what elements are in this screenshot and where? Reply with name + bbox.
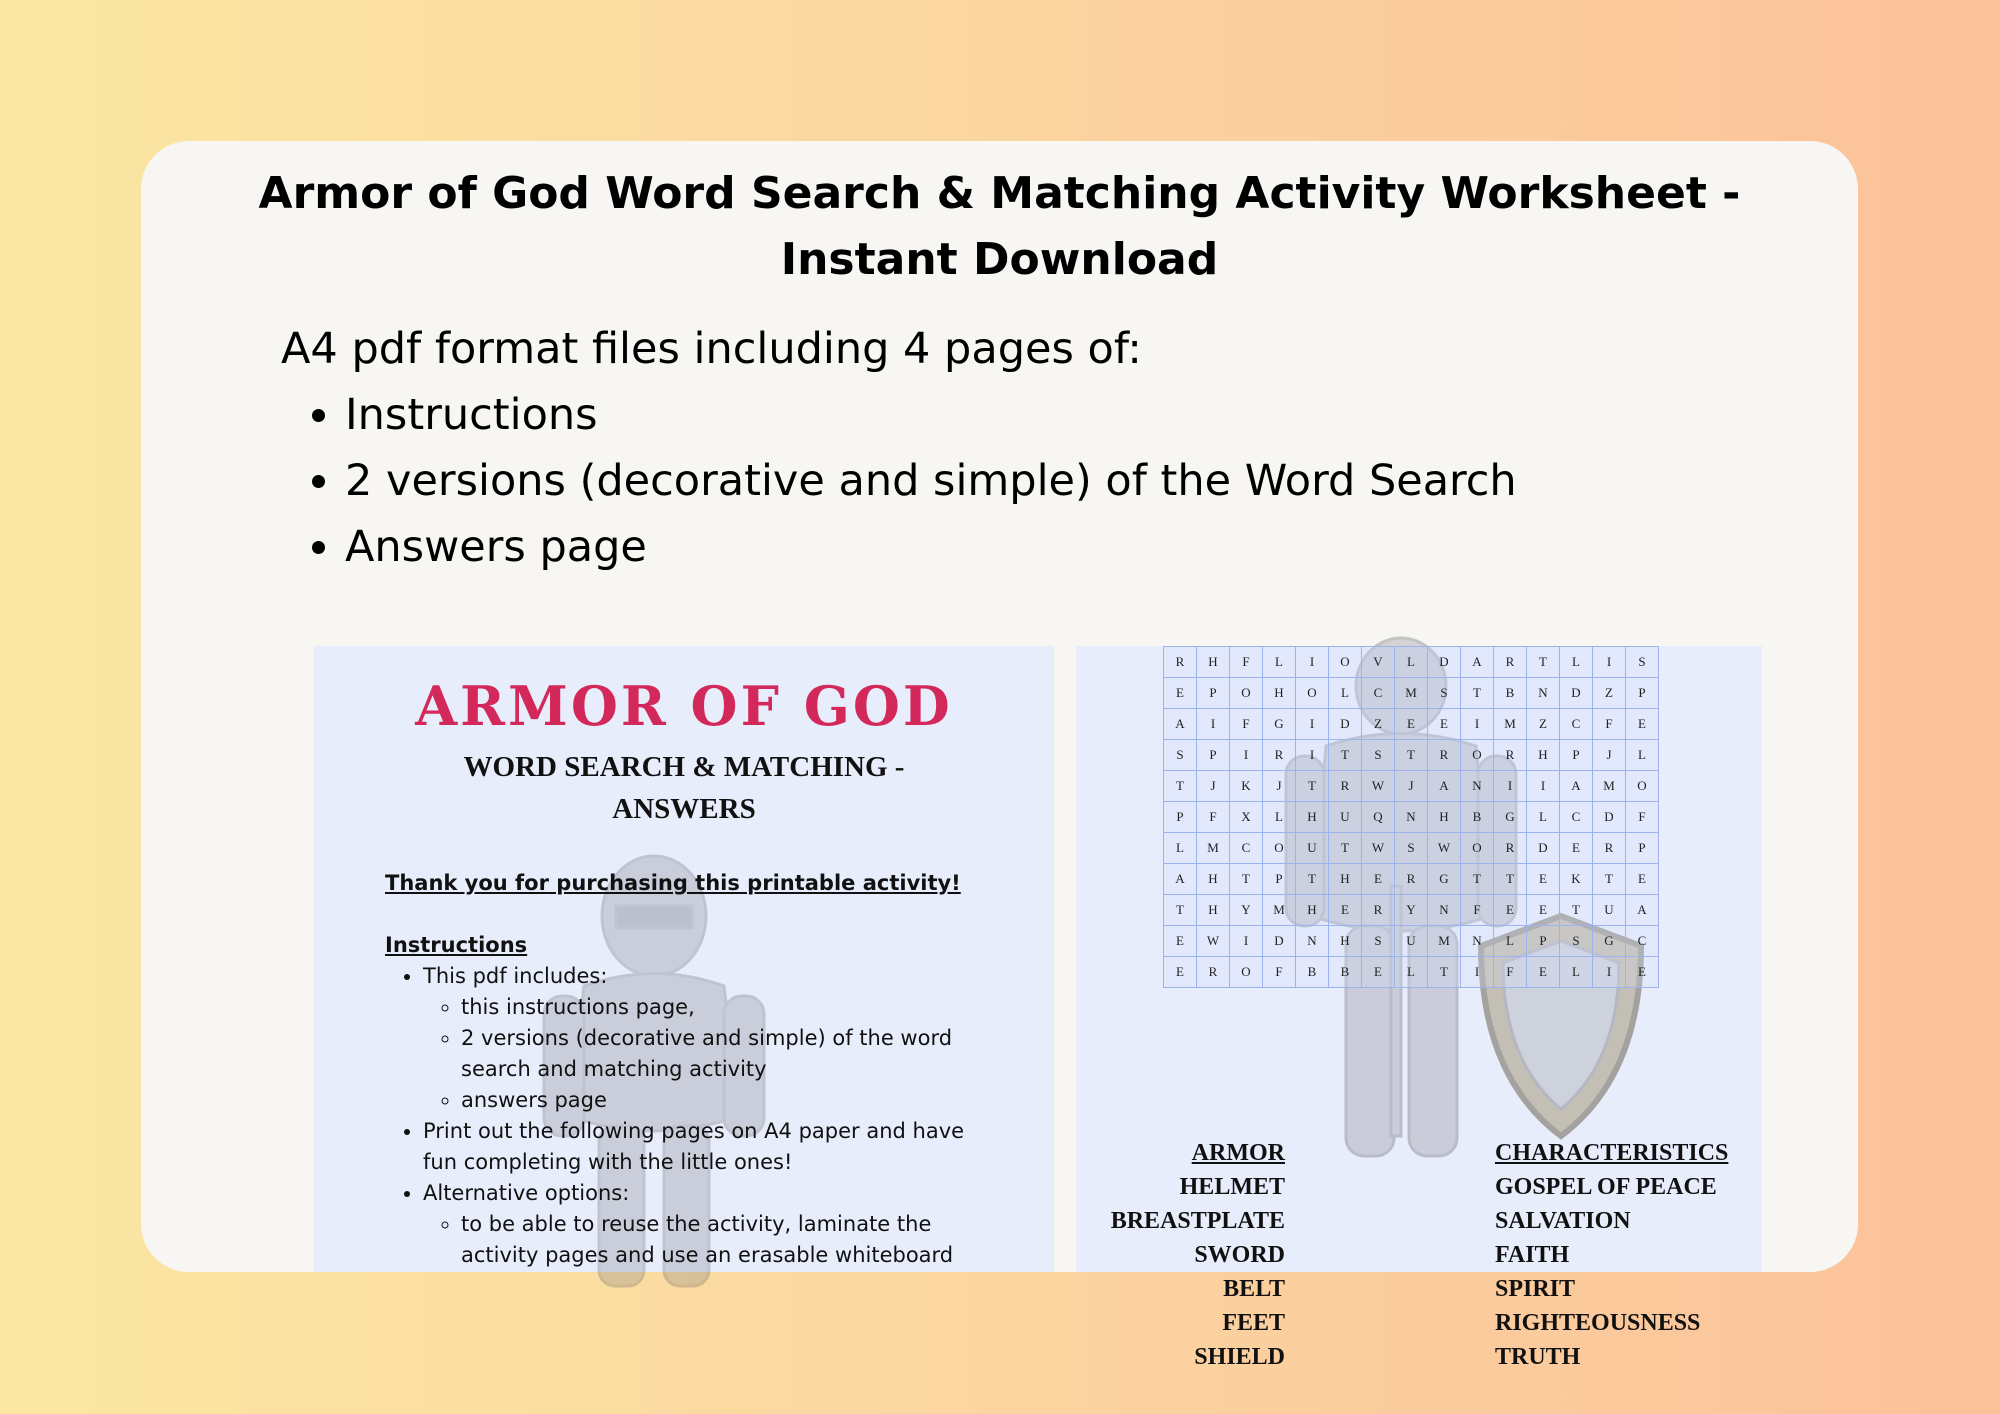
grid-cell: H [1263, 678, 1296, 709]
grid-cell: T [1593, 864, 1626, 895]
grid-cell: I [1527, 771, 1560, 802]
list-item: ◦ to be able to reuse the activity, laminate the activity pages and use an erasable whiteboard [461, 1209, 985, 1271]
characteristic-item: FAITH [1495, 1242, 1570, 1268]
preview-word-search-page [1076, 646, 1762, 1370]
instructions-list [385, 961, 985, 1271]
grid-cell: R [1428, 740, 1461, 771]
summary-item-instructions: • Instructions [345, 382, 1517, 448]
list-item: ◦ this instructions page, [461, 992, 985, 1023]
grid-cell: D [1329, 709, 1362, 740]
grid-cell: N [1527, 678, 1560, 709]
grid-row [1164, 833, 1659, 864]
grid-cell: O [1626, 771, 1659, 802]
sub-list [423, 992, 985, 1116]
grid-cell: L [1329, 678, 1362, 709]
bullet-text: This pdf includes: [423, 964, 608, 988]
grid-cell: K [1230, 771, 1263, 802]
grid-cell: F [1197, 802, 1230, 833]
grid-cell: B [1329, 957, 1362, 988]
grid-row [1164, 802, 1659, 833]
grid-cell: W [1197, 926, 1230, 957]
bullet-text: Alternative options: [423, 1181, 630, 1205]
grid-cell: T [1329, 740, 1362, 771]
sub-list [423, 1209, 985, 1271]
grid-cell: O [1461, 833, 1494, 864]
preview-title: ARMOR OF GOD [415, 674, 953, 738]
grid-cell: E [1494, 895, 1527, 926]
list-item [423, 1178, 985, 1271]
grid-cell: J [1593, 740, 1626, 771]
grid-cell: A [1428, 771, 1461, 802]
grid-cell: S [1362, 740, 1395, 771]
grid-cell: F [1230, 647, 1263, 678]
list-item: ◦ 2 versions (decorative and simple) of the word search and matching activity [461, 1023, 985, 1085]
grid-cell: H [1197, 647, 1230, 678]
grid-cell: P [1263, 864, 1296, 895]
grid-cell: P [1527, 926, 1560, 957]
grid-cell: D [1527, 833, 1560, 864]
grid-cell: D [1263, 926, 1296, 957]
grid-cell: R [1494, 740, 1527, 771]
grid-cell: T [1461, 864, 1494, 895]
grid-cell: U [1395, 926, 1428, 957]
grid-cell: A [1461, 647, 1494, 678]
grid-cell: I [1296, 740, 1329, 771]
grid-cell: I [1593, 647, 1626, 678]
grid-cell: L [1395, 957, 1428, 988]
grid-cell: A [1164, 864, 1197, 895]
grid-cell: T [1164, 771, 1197, 802]
grid-row [1164, 678, 1659, 709]
characteristics-column [1495, 1136, 1728, 1374]
grid-cell: F [1494, 957, 1527, 988]
grid-cell: W [1428, 833, 1461, 864]
grid-cell: S [1362, 926, 1395, 957]
grid-cell: E [1527, 957, 1560, 988]
grid-row [1164, 864, 1659, 895]
grid-cell: R [1362, 895, 1395, 926]
grid-cell: Z [1527, 709, 1560, 740]
armor-item: HELMET [1179, 1174, 1285, 1200]
grid-cell: H [1428, 802, 1461, 833]
summary-list [281, 382, 1517, 580]
grid-cell: E [1329, 895, 1362, 926]
grid-cell: E [1560, 833, 1593, 864]
grid-cell: Y [1395, 895, 1428, 926]
grid-cell: P [1164, 802, 1197, 833]
grid-cell: I [1296, 647, 1329, 678]
grid-cell: F [1461, 895, 1494, 926]
grid-cell: L [1560, 647, 1593, 678]
grid-cell: U [1329, 802, 1362, 833]
characteristic-item: SPIRIT [1495, 1276, 1576, 1302]
instructions-body [385, 868, 985, 1271]
grid-cell: I [1230, 740, 1263, 771]
grid-cell: R [1395, 864, 1428, 895]
characteristic-item: SALVATION [1495, 1208, 1631, 1234]
grid-cell: E [1164, 957, 1197, 988]
grid-cell: O [1230, 678, 1263, 709]
grid-cell: P [1197, 740, 1230, 771]
grid-cell: L [1395, 647, 1428, 678]
product-summary [281, 316, 1517, 580]
grid-cell: M [1197, 833, 1230, 864]
grid-cell: B [1461, 802, 1494, 833]
grid-row [1164, 647, 1659, 678]
grid-cell: T [1527, 647, 1560, 678]
grid-cell: M [1494, 709, 1527, 740]
grid-cell: C [1362, 678, 1395, 709]
grid-cell: E [1395, 709, 1428, 740]
grid-cell: E [1527, 895, 1560, 926]
grid-cell: Y [1230, 895, 1263, 926]
armor-heading: ARMOR [1191, 1140, 1285, 1166]
characteristic-item: RIGHTEOUSNESS [1495, 1310, 1701, 1336]
grid-cell: F [1593, 709, 1626, 740]
grid-cell: L [1527, 802, 1560, 833]
grid-cell: P [1626, 833, 1659, 864]
grid-cell: P [1197, 678, 1230, 709]
grid-cell: O [1230, 957, 1263, 988]
list-item: ◦ answers page [461, 1085, 985, 1116]
grid-cell: H [1197, 864, 1230, 895]
preview-instructions-page [314, 646, 1054, 1272]
grid-cell: W [1362, 771, 1395, 802]
grid-cell: I [1296, 709, 1329, 740]
grid-cell: D [1428, 647, 1461, 678]
grid-cell: N [1461, 771, 1494, 802]
grid-cell: B [1494, 678, 1527, 709]
grid-cell: H [1296, 895, 1329, 926]
word-search-grid [1163, 646, 1659, 988]
grid-row [1164, 740, 1659, 771]
characteristic-item: TRUTH [1495, 1344, 1581, 1370]
grid-cell: B [1296, 957, 1329, 988]
grid-cell: Z [1593, 678, 1626, 709]
grid-cell: H [1329, 864, 1362, 895]
armor-item: FEET [1222, 1310, 1285, 1336]
grid-cell: H [1197, 895, 1230, 926]
grid-cell: S [1395, 833, 1428, 864]
grid-cell: E [1164, 678, 1197, 709]
grid-cell: I [1461, 957, 1494, 988]
grid-cell: L [1263, 802, 1296, 833]
grid-cell: A [1164, 709, 1197, 740]
grid-cell: R [1263, 740, 1296, 771]
grid-cell: C [1230, 833, 1263, 864]
grid-cell: G [1428, 864, 1461, 895]
grid-cell: J [1263, 771, 1296, 802]
grid-cell: M [1263, 895, 1296, 926]
grid-cell: E [1164, 926, 1197, 957]
grid-cell: P [1626, 678, 1659, 709]
grid-cell: D [1593, 802, 1626, 833]
grid-cell: I [1593, 957, 1626, 988]
grid-cell: E [1626, 864, 1659, 895]
grid-cell: A [1626, 895, 1659, 926]
armor-item: BREASTPLATE [1110, 1208, 1285, 1234]
grid-cell: F [1230, 709, 1263, 740]
instructions-heading: Instructions [385, 933, 528, 957]
grid-cell: L [1494, 926, 1527, 957]
grid-cell: L [1263, 647, 1296, 678]
summary-item-answers: • Answers page [345, 514, 1517, 580]
grid-cell: E [1362, 864, 1395, 895]
grid-cell: R [1494, 647, 1527, 678]
grid-cell: O [1461, 740, 1494, 771]
grid-cell: E [1428, 709, 1461, 740]
grid-cell: J [1395, 771, 1428, 802]
characteristics-heading: CHARACTERISTICS [1495, 1140, 1729, 1166]
grid-cell: J [1197, 771, 1230, 802]
armor-item: SWORD [1194, 1242, 1285, 1268]
grid-row [1164, 771, 1659, 802]
list-item: • Print out the following pages on A4 paper and have fun completing with the little ones! [423, 1116, 985, 1178]
grid-cell: T [1461, 678, 1494, 709]
grid-cell: E [1527, 864, 1560, 895]
grid-cell: K [1560, 864, 1593, 895]
grid-cell: I [1494, 771, 1527, 802]
grid-cell: F [1263, 957, 1296, 988]
page-title: Armor of God Word Search & Matching Activity Worksheet - Instant Download [258, 168, 1741, 285]
grid-cell: R [1164, 647, 1197, 678]
grid-cell: E [1626, 709, 1659, 740]
grid-cell: M [1593, 771, 1626, 802]
grid-cell: C [1626, 926, 1659, 957]
grid-cell: O [1263, 833, 1296, 864]
grid-cell: R [1593, 833, 1626, 864]
summary-item-versions: • 2 versions (decorative and simple) of the Word Search [345, 448, 1517, 514]
summary-intro: A4 pdf format files including 4 pages of: [281, 324, 1142, 374]
grid-cell: G [1593, 926, 1626, 957]
grid-cell: T [1329, 833, 1362, 864]
grid-cell: V [1362, 647, 1395, 678]
grid-cell: D [1560, 678, 1593, 709]
grid-cell: C [1560, 802, 1593, 833]
grid-cell: T [1560, 895, 1593, 926]
grid-cell: L [1164, 833, 1197, 864]
grid-cell: I [1461, 709, 1494, 740]
grid-cell: Z [1362, 709, 1395, 740]
grid-cell: L [1560, 957, 1593, 988]
grid-cell: O [1296, 678, 1329, 709]
grid-cell: C [1560, 709, 1593, 740]
grid-cell: T [1296, 864, 1329, 895]
grid-cell: T [1164, 895, 1197, 926]
grid-cell: I [1230, 926, 1263, 957]
grid-cell: N [1296, 926, 1329, 957]
grid-row [1164, 709, 1659, 740]
grid-row [1164, 957, 1659, 988]
grid-cell: T [1494, 864, 1527, 895]
grid-cell: R [1329, 771, 1362, 802]
grid-cell: M [1395, 678, 1428, 709]
grid-cell: H [1329, 926, 1362, 957]
grid-cell: Q [1362, 802, 1395, 833]
preview-subtitle: WORD SEARCH & MATCHING - ANSWERS [463, 751, 905, 825]
thanks-text: Thank you for purchasing this printable activity! [385, 871, 961, 895]
grid-cell: R [1197, 957, 1230, 988]
grid-cell: N [1428, 895, 1461, 926]
grid-cell: A [1560, 771, 1593, 802]
grid-cell: G [1494, 802, 1527, 833]
grid-row [1164, 926, 1659, 957]
armor-item: SHIELD [1194, 1344, 1285, 1370]
grid-cell: I [1197, 709, 1230, 740]
characteristic-item: GOSPEL OF PEACE [1495, 1174, 1717, 1200]
grid-cell: X [1230, 802, 1263, 833]
grid-row [1164, 895, 1659, 926]
grid-cell: T [1296, 771, 1329, 802]
grid-cell: O [1329, 647, 1362, 678]
grid-cell: U [1296, 833, 1329, 864]
product-card [141, 141, 1858, 1370]
grid-cell: E [1626, 957, 1659, 988]
grid-cell: G [1263, 709, 1296, 740]
grid-cell: H [1296, 802, 1329, 833]
armor-item: BELT [1223, 1276, 1285, 1302]
grid-cell: L [1626, 740, 1659, 771]
grid-cell: F [1626, 802, 1659, 833]
grid-cell: H [1527, 740, 1560, 771]
grid-cell: E [1362, 957, 1395, 988]
armor-column [1111, 1136, 1285, 1374]
grid-cell: N [1395, 802, 1428, 833]
grid-cell: S [1428, 678, 1461, 709]
grid-cell: U [1593, 895, 1626, 926]
list-item [423, 961, 985, 1116]
grid-cell: T [1230, 864, 1263, 895]
grid-cell: P [1560, 740, 1593, 771]
grid-cell: M [1428, 926, 1461, 957]
grid-cell: W [1362, 833, 1395, 864]
grid-cell: S [1626, 647, 1659, 678]
grid-cell: T [1395, 740, 1428, 771]
grid-cell: R [1494, 833, 1527, 864]
grid-cell: T [1428, 957, 1461, 988]
grid-cell: S [1560, 926, 1593, 957]
grid-cell: S [1164, 740, 1197, 771]
grid-cell: N [1461, 926, 1494, 957]
